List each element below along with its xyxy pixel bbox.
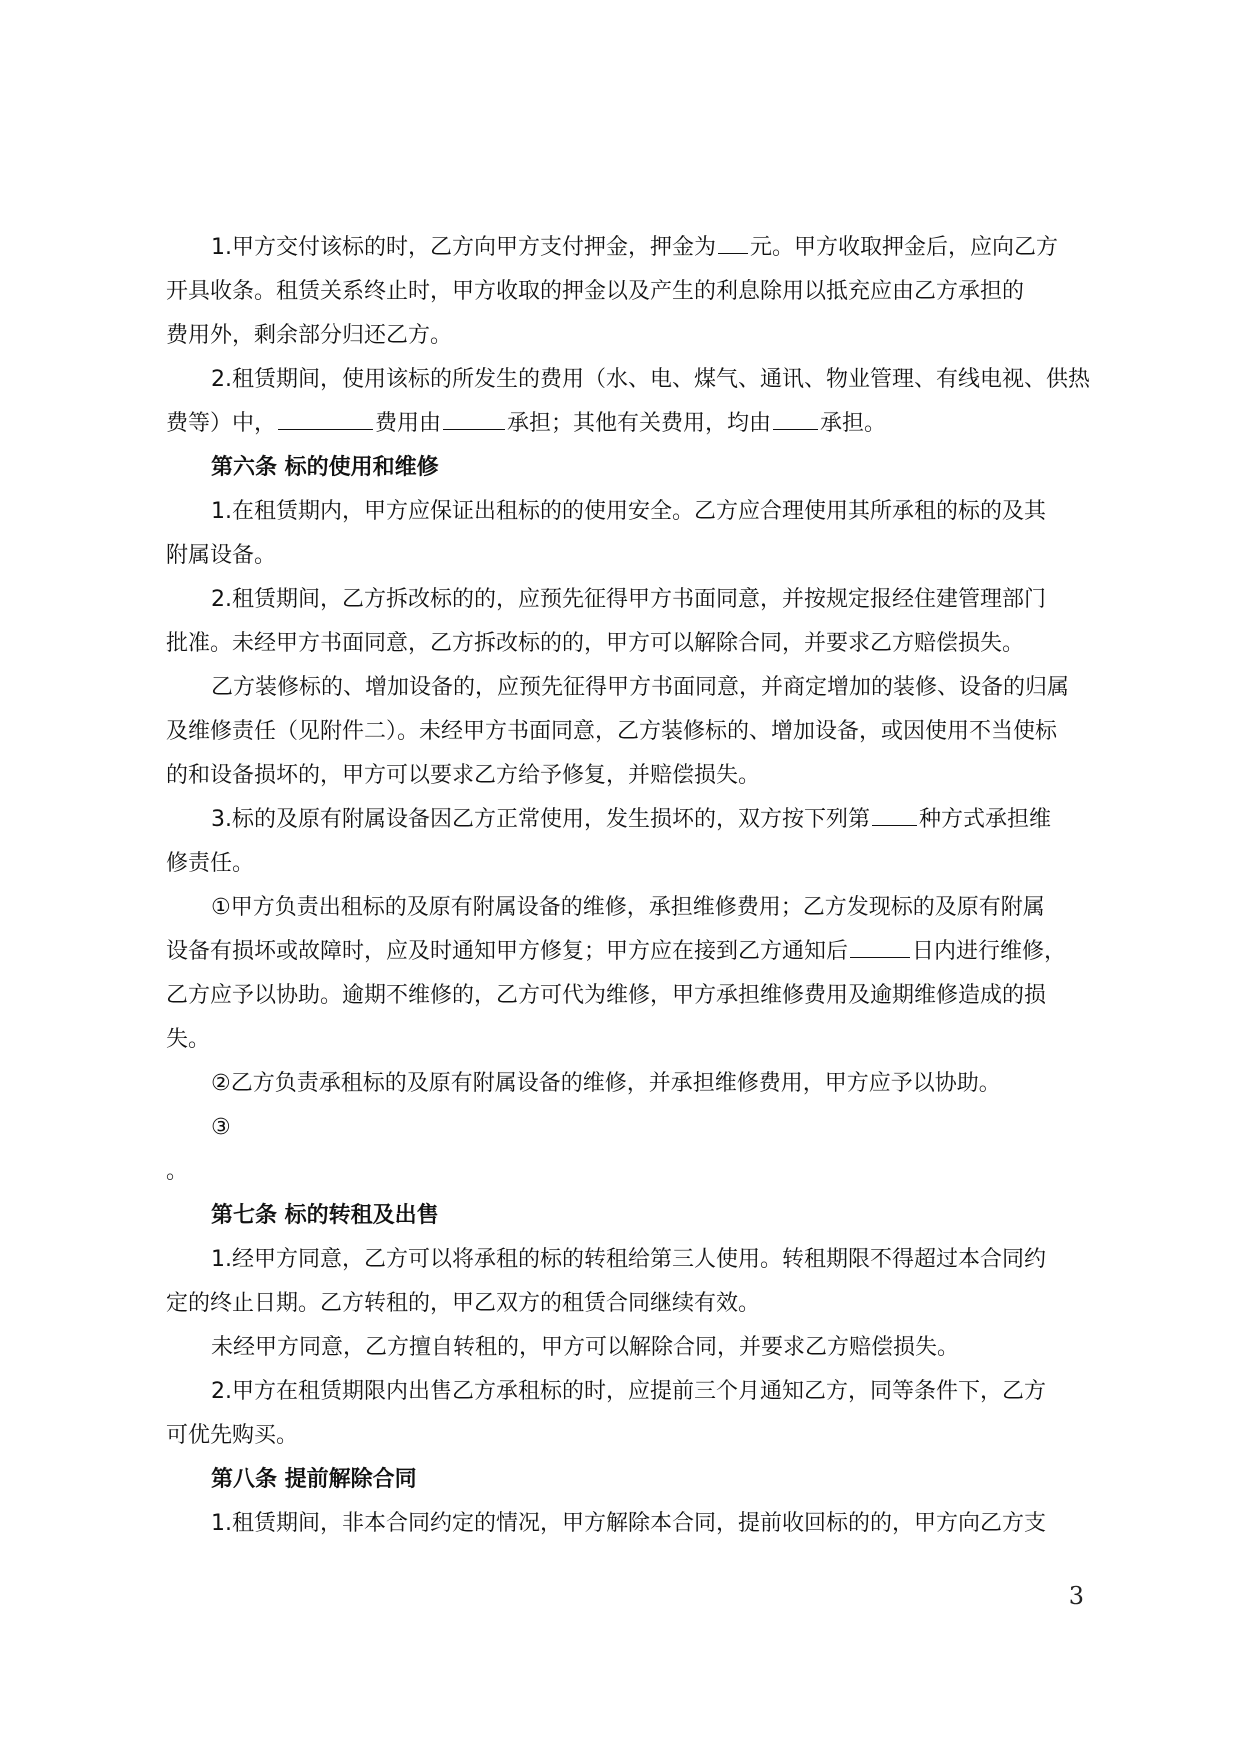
paragraph-a6-5-line-2 (166, 930, 1096, 974)
paragraph-fees-line-1: 2.租赁期间，使用该标的所发生的费用（水、电、煤气、通讯、物业管理、有线电视、供热 (211, 367, 1090, 392)
paragraph-a6-5-line-4: 失。 (166, 1027, 211, 1052)
article-6-heading: 第六条 标的使用和维修 (211, 455, 439, 480)
paragraph-a8-1-line-1: 1.租赁期间，非本合同约定的情况，甲方解除本合同，提前收回标的的，甲方向乙方支 (211, 1511, 1046, 1536)
paragraph-a7-3-line-2: 可优先购买。 (166, 1423, 299, 1448)
paragraph-a6-3-line-2: 及维修责任（见附件二）。未经甲方书面同意，乙方装修标的、增加设备，或因使用不当使标 (166, 719, 1058, 744)
document-body (166, 226, 1096, 1546)
text-segment: 日内进行维修， (912, 939, 1067, 964)
paragraph-a6-1-line-1: 1.在租赁期内，甲方应保证出租标的的使用安全。乙方应合理使用其所承租的标的及其 (211, 499, 1046, 524)
text-segment: 设备有损坏或故障时，应及时通知甲方修复；甲方应在接到乙方通知后 (166, 939, 849, 964)
article-7-heading: 第七条 标的转租及出售 (211, 1203, 439, 1228)
paragraph-a6-6: ②乙方负责承租标的及原有附属设备的维修，并承担维修费用，甲方应予以协助。 (211, 1071, 1001, 1096)
paragraph-a6-5-line-1: ①甲方负责出租标的及原有附属设备的维修，承担维修费用；乙方发现标的及原有附属 (211, 895, 1045, 920)
text-segment: 承担。 (820, 411, 887, 436)
text-segment: 费用由 (375, 411, 442, 436)
text-segment: 1.甲方交付该标的时，乙方向甲方支付押金，押金为 (211, 235, 716, 260)
paragraph-a7-3-line-1: 2.甲方在租赁期限内出售乙方承租标的时，应提前三个月通知乙方，同等条件下，乙方 (211, 1379, 1046, 1404)
paragraph-deposit-line-1 (166, 226, 1096, 270)
paragraph-a6-7: ③ (211, 1115, 231, 1140)
page-number: 3 (1068, 1582, 1084, 1610)
text-segment: 承担；其他有关费用，均由 (507, 411, 772, 436)
paragraph-a6-3-line-1: 乙方装修标的、增加设备的，应预先征得甲方书面同意，并商定增加的装修、设备的归属 (211, 675, 1070, 700)
text-segment: 元。甲方收取押金后，应向乙方 (750, 235, 1059, 260)
paragraph-a6-5-line-3: 乙方应予以协助。逾期不维修的，乙方可代为维修，甲方承担维修费用及逾期维修造成的损 (166, 983, 1047, 1008)
paragraph-a6-4-line-2: 修责任。 (166, 851, 255, 876)
text-segment: 3.标的及原有附属设备因乙方正常使用，发生损坏的，双方按下列第 (211, 807, 870, 832)
blank-field-repair-option[interactable] (872, 801, 917, 826)
paragraph-a6-4-line-1 (166, 798, 1096, 842)
paragraph-a7-1-line-2: 定的终止日期。乙方转租的，甲乙双方的租赁合同继续有效。 (166, 1291, 761, 1316)
blank-field-fee-items[interactable] (278, 405, 373, 430)
blank-field-repair-days[interactable] (850, 933, 910, 958)
paragraph-a6-1-line-2: 附属设备。 (166, 543, 277, 568)
blank-field-other-fee-bearer[interactable] (773, 405, 818, 430)
text-segment: 费等）中， (166, 411, 277, 436)
blank-field-deposit-amount[interactable] (718, 229, 748, 254)
paragraph-a6-3-line-3: 的和设备损坏的，甲方可以要求乙方给予修复，并赔偿损失。 (166, 763, 761, 788)
paragraph-a6-8: 。 (166, 1159, 189, 1184)
paragraph-a7-2: 未经甲方同意，乙方擅自转租的，甲方可以解除合同，并要求乙方赔偿损失。 (211, 1335, 960, 1360)
paragraph-deposit-line-3: 费用外，剩余部分归还乙方。 (166, 323, 453, 348)
paragraph-a7-1-line-1: 1.经甲方同意，乙方可以将承租的标的转租给第三人使用。转租期限不得超过本合同约 (211, 1247, 1046, 1272)
text-segment: 种方式承担维 (919, 807, 1052, 832)
paragraph-a6-2-line-2: 批准。未经甲方书面同意，乙方拆改标的的，甲方可以解除合同，并要求乙方赔偿损失。 (166, 631, 1025, 656)
paragraph-deposit-line-2: 开具收条。租赁关系终止时，甲方收取的押金以及产生的利息除用以抵充应由乙方承担的 (166, 279, 1025, 304)
article-8-heading: 第八条 提前解除合同 (211, 1467, 417, 1492)
paragraph-a6-2-line-1: 2.租赁期间，乙方拆改标的的，应预先征得甲方书面同意，并按规定报经住建管理部门 (211, 587, 1046, 612)
blank-field-fee-bearer[interactable] (443, 405, 505, 430)
paragraph-fees-line-2 (166, 402, 1096, 446)
